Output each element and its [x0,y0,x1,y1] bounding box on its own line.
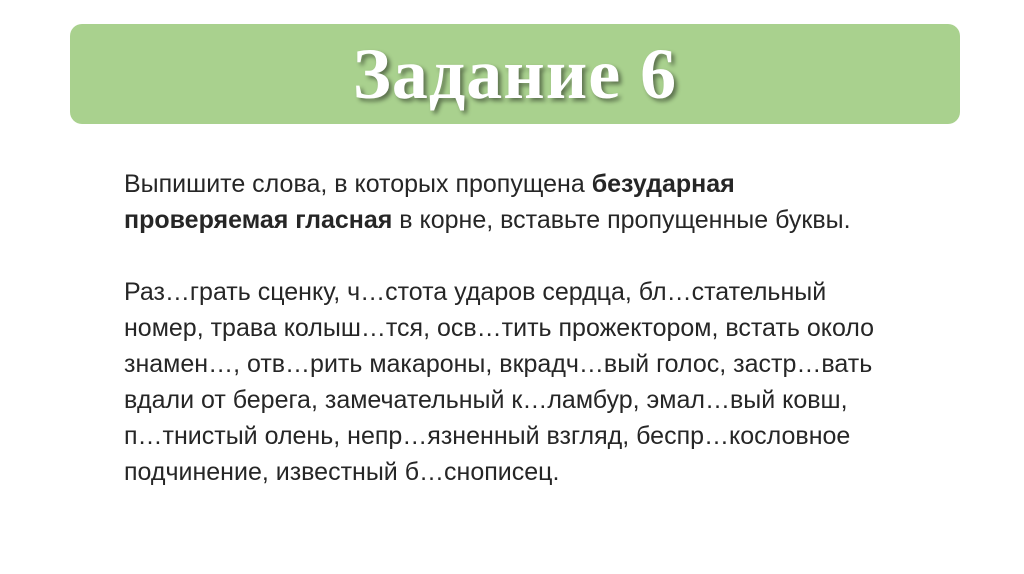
exercise-line: подчинение, известный б…снописец. [124,458,560,486]
instruction-part-1: Выпишите слова, в которых пропущена [124,170,592,198]
instruction-part-2: в корне, вставьте пропущенные буквы. [392,206,851,234]
exercise-line: вдали от берега, замечательный к…ламбур, эмал…вый ковш, [124,386,848,414]
instruction-bold-1: безударная [591,170,735,198]
instruction-text [124,166,944,238]
exercise-line: номер, трава колыш…тся, осв…тить прожектором, встать около [124,314,875,342]
exercise-line: п…тнистый олень, непр…язненный взгляд, беспр…кословное [124,422,851,450]
instruction-line-1 [124,166,944,202]
exercise-line: Раз…грать сценку, ч…стота ударов сердца, бл…стательный [124,278,827,306]
exercise-line: знамен…, отв…рить макароны, вкрадч…вый голос, застр…вать [124,350,873,378]
title-banner [70,24,960,124]
instruction-bold-2: проверяемая гласная [124,206,393,234]
instruction-line-2 [124,202,944,238]
exercise-text [124,274,944,490]
slide-title: Задание 6 [352,34,678,114]
slide-content [124,166,944,490]
